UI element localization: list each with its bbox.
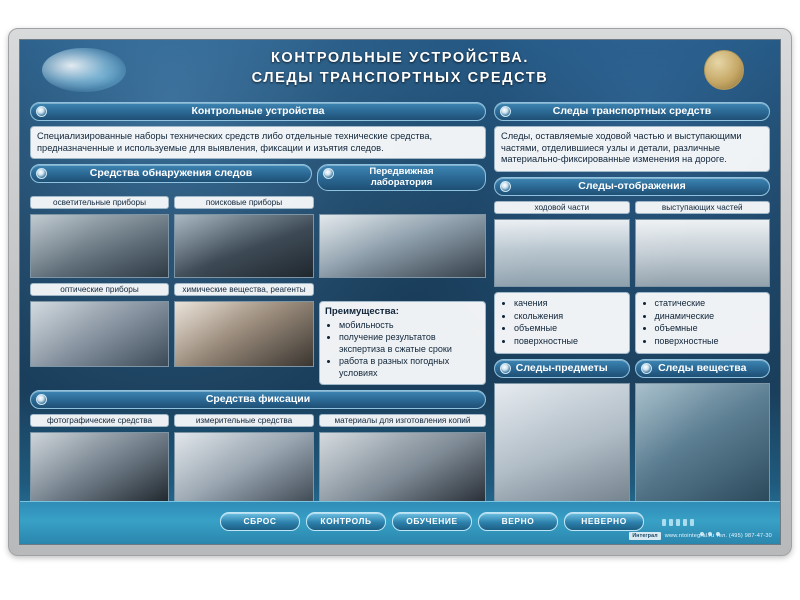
photo-tyre-tracks-snow xyxy=(494,219,630,287)
title-line-2: СЛЕДЫ ТРАНСПОРТНЫХ СРЕДСТВ xyxy=(251,70,549,86)
detect-captions-row-2 xyxy=(30,283,486,296)
led-icon[interactable] xyxy=(641,363,652,374)
fix-title: Средства фиксации xyxy=(205,393,311,406)
fix-images-row xyxy=(30,432,486,502)
list-item: • объемные xyxy=(514,323,624,335)
caption-lighting: осветительные приборы xyxy=(30,196,169,209)
photo-copy-materials xyxy=(319,432,486,502)
photo-mobile-lab xyxy=(319,214,486,278)
substance-traces-title: Следы вещества xyxy=(658,362,747,374)
title-line-1: КОНТРОЛЬНЫЕ УСТРОЙСТВА. xyxy=(270,50,529,66)
page-title xyxy=(140,48,660,88)
substance-traces-header[interactable] xyxy=(635,359,771,378)
led-icon[interactable] xyxy=(500,106,511,117)
list-item: • объемные xyxy=(655,323,765,335)
photo-search-devices xyxy=(174,214,314,278)
control-button[interactable]: КОНТРОЛЬ xyxy=(306,512,386,531)
display-traces-title: Следы-отображения xyxy=(578,180,686,192)
caption-protruding-parts: выступающих частей xyxy=(635,201,771,214)
led-icon[interactable] xyxy=(36,394,47,405)
left-subheaders xyxy=(30,164,486,191)
detect-title: Средства обнаружения следов xyxy=(89,167,253,180)
display-images-row xyxy=(494,219,770,287)
reset-button[interactable]: СБРОС xyxy=(220,512,300,531)
photo-photographic-means xyxy=(30,432,169,502)
mobile-lab-header[interactable] xyxy=(317,164,486,191)
caption-copy-materials: материалы для изготовления копий xyxy=(319,414,486,427)
list-item: • работа в разных погодных условиях xyxy=(339,356,480,379)
led-icon[interactable] xyxy=(36,168,47,179)
contact-info: www.ntointegral.ru тел. (495) 987-47-30 xyxy=(664,533,772,539)
detect-header[interactable] xyxy=(30,164,312,183)
bottom-right-headers xyxy=(494,359,770,378)
list-item: • динамические xyxy=(655,311,765,323)
list xyxy=(641,298,765,347)
photo-optical-devices xyxy=(30,301,169,367)
list xyxy=(500,298,624,347)
lab-title-1: Передвижная xyxy=(369,166,434,178)
photo-protruding-part-trace xyxy=(635,219,771,287)
display-lists-row xyxy=(494,292,770,354)
left-section-title: Контрольные устройства xyxy=(191,105,325,117)
advantages-title: Преимущества: xyxy=(325,306,399,318)
board-header xyxy=(20,40,780,102)
bottom-right-images xyxy=(494,383,770,502)
led-bar-icon xyxy=(662,519,694,526)
magnifier-icon xyxy=(42,48,126,92)
traces-list-left xyxy=(494,292,630,354)
fix-captions-row xyxy=(30,414,486,427)
right-section-title: Следы транспортных средств xyxy=(552,105,712,117)
incorrect-button[interactable]: НЕВЕРНО xyxy=(564,512,644,531)
caption-search: поисковые приборы xyxy=(174,196,314,209)
traces-list-right xyxy=(635,292,771,354)
photo-chemical-reagents xyxy=(174,301,314,367)
brand-logo: Интеграл xyxy=(629,532,660,540)
caption-running-gear: ходовой части xyxy=(494,201,630,214)
caption-measuring-tools: измерительные средства xyxy=(174,414,314,427)
control-panel xyxy=(20,501,780,544)
advantages-list xyxy=(325,320,480,380)
caption-optical: оптические приборы xyxy=(30,283,169,296)
led-icon[interactable] xyxy=(500,181,511,192)
list-item: • скольжения xyxy=(514,311,624,323)
objects-traces-header[interactable] xyxy=(494,359,630,378)
list-item: • поверхностные xyxy=(655,336,765,348)
list-item: • получение результатов экспертиза в сжатые сроки xyxy=(339,332,480,355)
right-column xyxy=(494,102,770,502)
indicator-light xyxy=(704,50,744,90)
caption-photo-tools: фотографические средства xyxy=(30,414,169,427)
left-intro-text: Специализированные наборы технических средств либо отдельные технические средства, предназначенные и используемые для выявления, фиксации и изъятия следов. xyxy=(30,126,486,159)
caption-chemical: химические вещества, реагенты xyxy=(174,283,314,296)
list-item: • статические xyxy=(655,298,765,310)
left-section-header[interactable] xyxy=(30,102,486,121)
board xyxy=(19,39,781,545)
lab-title-2: лаборатория xyxy=(370,177,433,189)
left-column xyxy=(30,102,486,502)
led-icon[interactable] xyxy=(500,363,511,374)
display-captions-row xyxy=(494,201,770,214)
fix-header[interactable] xyxy=(30,390,486,409)
detect-images-row-2 xyxy=(30,301,486,385)
right-intro-text: Следы, оставляемые ходовой частью и выступающими частями, отделившиеся узлы и детали, различные материально-фиксированные изменения на дороге. xyxy=(494,126,770,172)
photo-trace-objects xyxy=(494,383,630,502)
display-traces-header[interactable] xyxy=(494,177,770,196)
training-button[interactable]: ОБУЧЕНИЕ xyxy=(392,512,472,531)
training-stand xyxy=(8,28,792,556)
content-columns xyxy=(30,102,770,502)
correct-button[interactable]: ВЕРНО xyxy=(478,512,558,531)
brand-footer xyxy=(629,532,772,540)
advantages-box xyxy=(319,301,486,385)
led-icon[interactable] xyxy=(36,106,47,117)
photo-lighting-devices xyxy=(30,214,169,278)
list-item: • поверхностные xyxy=(514,336,624,348)
photo-measuring-means xyxy=(174,432,314,502)
right-section-header[interactable] xyxy=(494,102,770,121)
detect-images-row-1 xyxy=(30,214,486,278)
list-item: • мобильность xyxy=(339,320,480,332)
objects-traces-title: Следы-предметы xyxy=(515,362,608,374)
detect-captions-row xyxy=(30,196,486,209)
photo-trace-substance xyxy=(635,383,771,502)
list-item: • качения xyxy=(514,298,624,310)
